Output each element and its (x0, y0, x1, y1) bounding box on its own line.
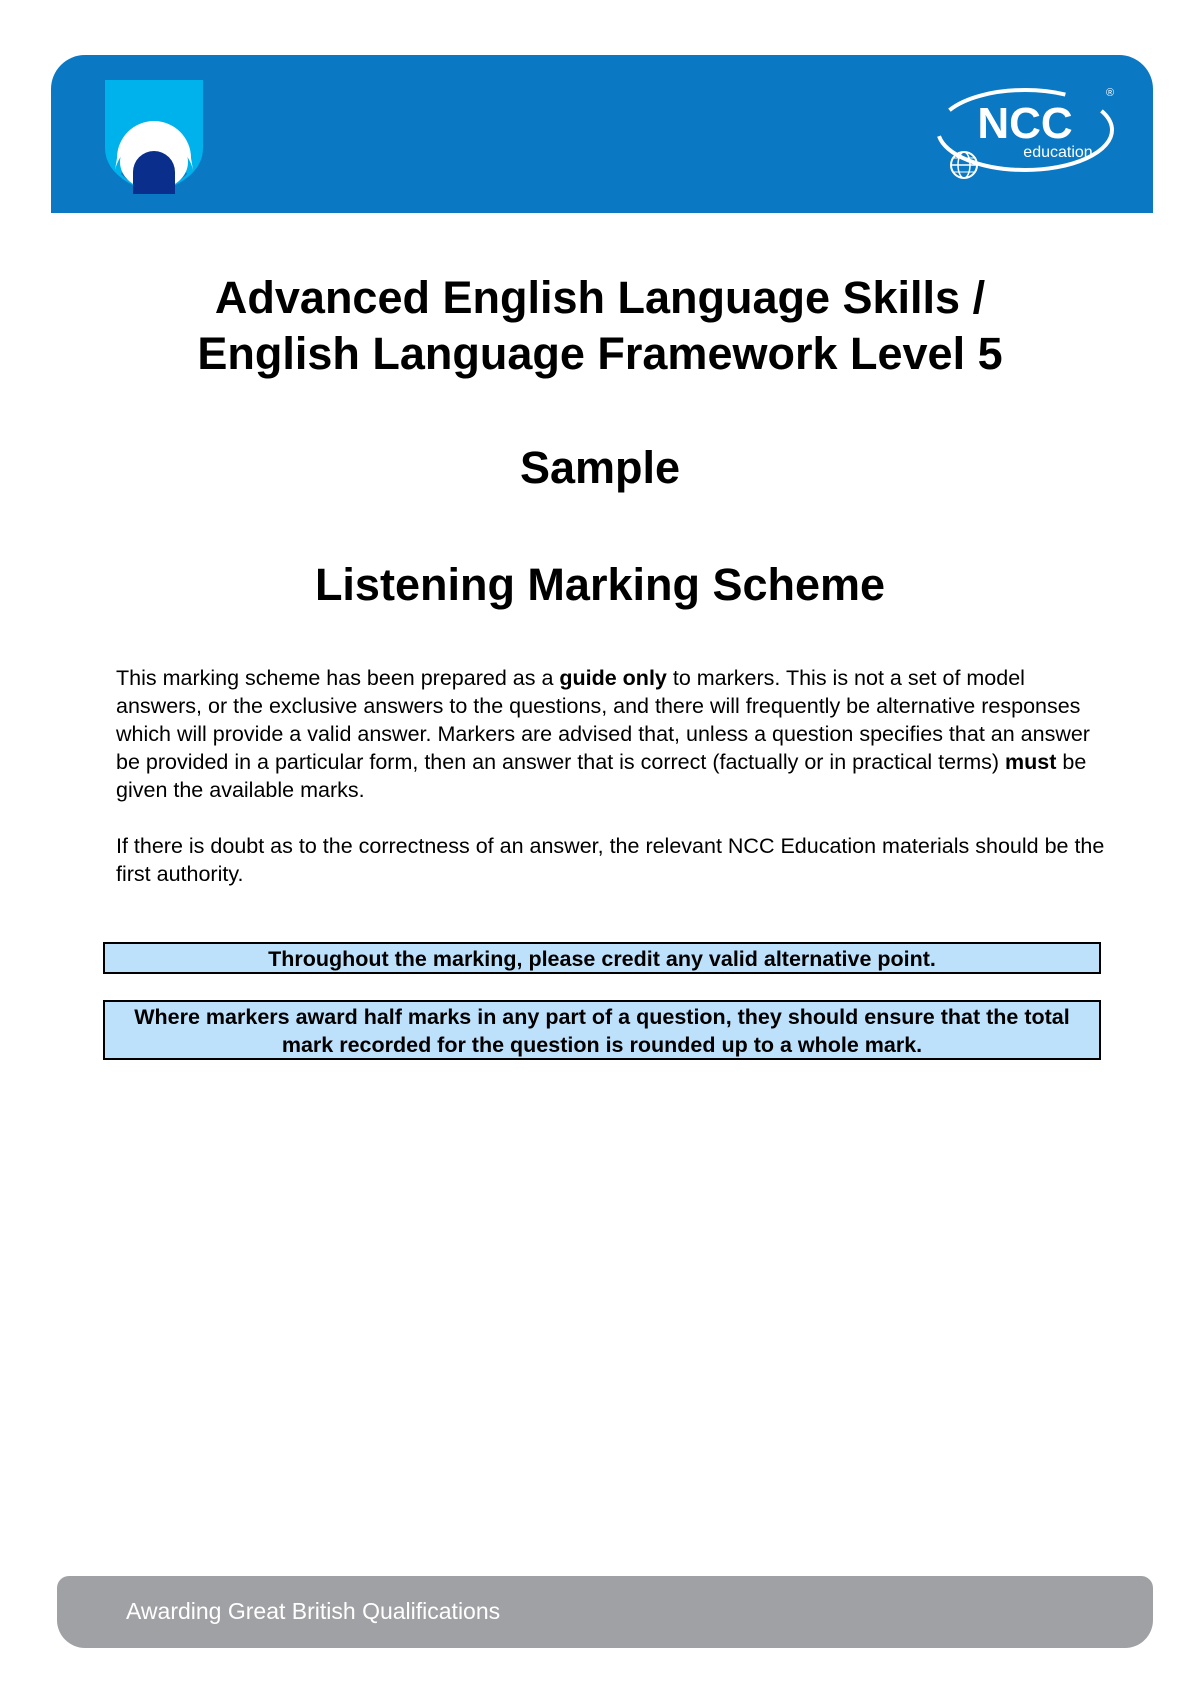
document-title (0, 270, 1200, 382)
scheme-heading: Listening Marking Scheme (314, 559, 886, 610)
half-marks-notice-box: Where markers award half marks in any part of a question, they should ensure that the total mark recorded for the question is rounded up to a whole mark. (103, 1000, 1101, 1060)
sample-heading: Sample (519, 442, 681, 493)
authority-paragraph: If there is doubt as to the correctness of an answer, the relevant NCC Education materials should be the first authority. (116, 834, 1105, 886)
ncc-logo-subtext: education (1023, 144, 1093, 161)
ncc-logo-text: NCC (977, 99, 1073, 148)
intro-text-1: This marking scheme has been prepared as a (116, 666, 560, 690)
registered-mark: ® (1106, 87, 1115, 99)
ncc-education-logo (930, 82, 1120, 186)
intro-paragraph (116, 664, 1106, 804)
credit-notice-box: Throughout the marking, please credit any valid alternative point. (103, 942, 1101, 974)
title-line-2: English Language Framework Level 5 (197, 328, 1003, 379)
must-emphasis: must (1005, 750, 1057, 774)
intro-text-3: be given the available marks. (116, 750, 1087, 802)
guide-only-emphasis: guide only (559, 666, 667, 690)
footer-tagline: Awarding Great British Qualifications (126, 1598, 501, 1624)
title-line-1: Advanced English Language Skills / (214, 272, 986, 323)
university-shield-logo (103, 78, 205, 196)
intro-text-2: to markers. This is not a set of model answers, or the exclusive answers to the questions, and there will frequently be alternative responses which will provide a valid answer. Markers are advised that, unless a question specifies that an answer be provided in a particular form, then an answer that is correct (factually or in practical terms) (116, 666, 1090, 774)
